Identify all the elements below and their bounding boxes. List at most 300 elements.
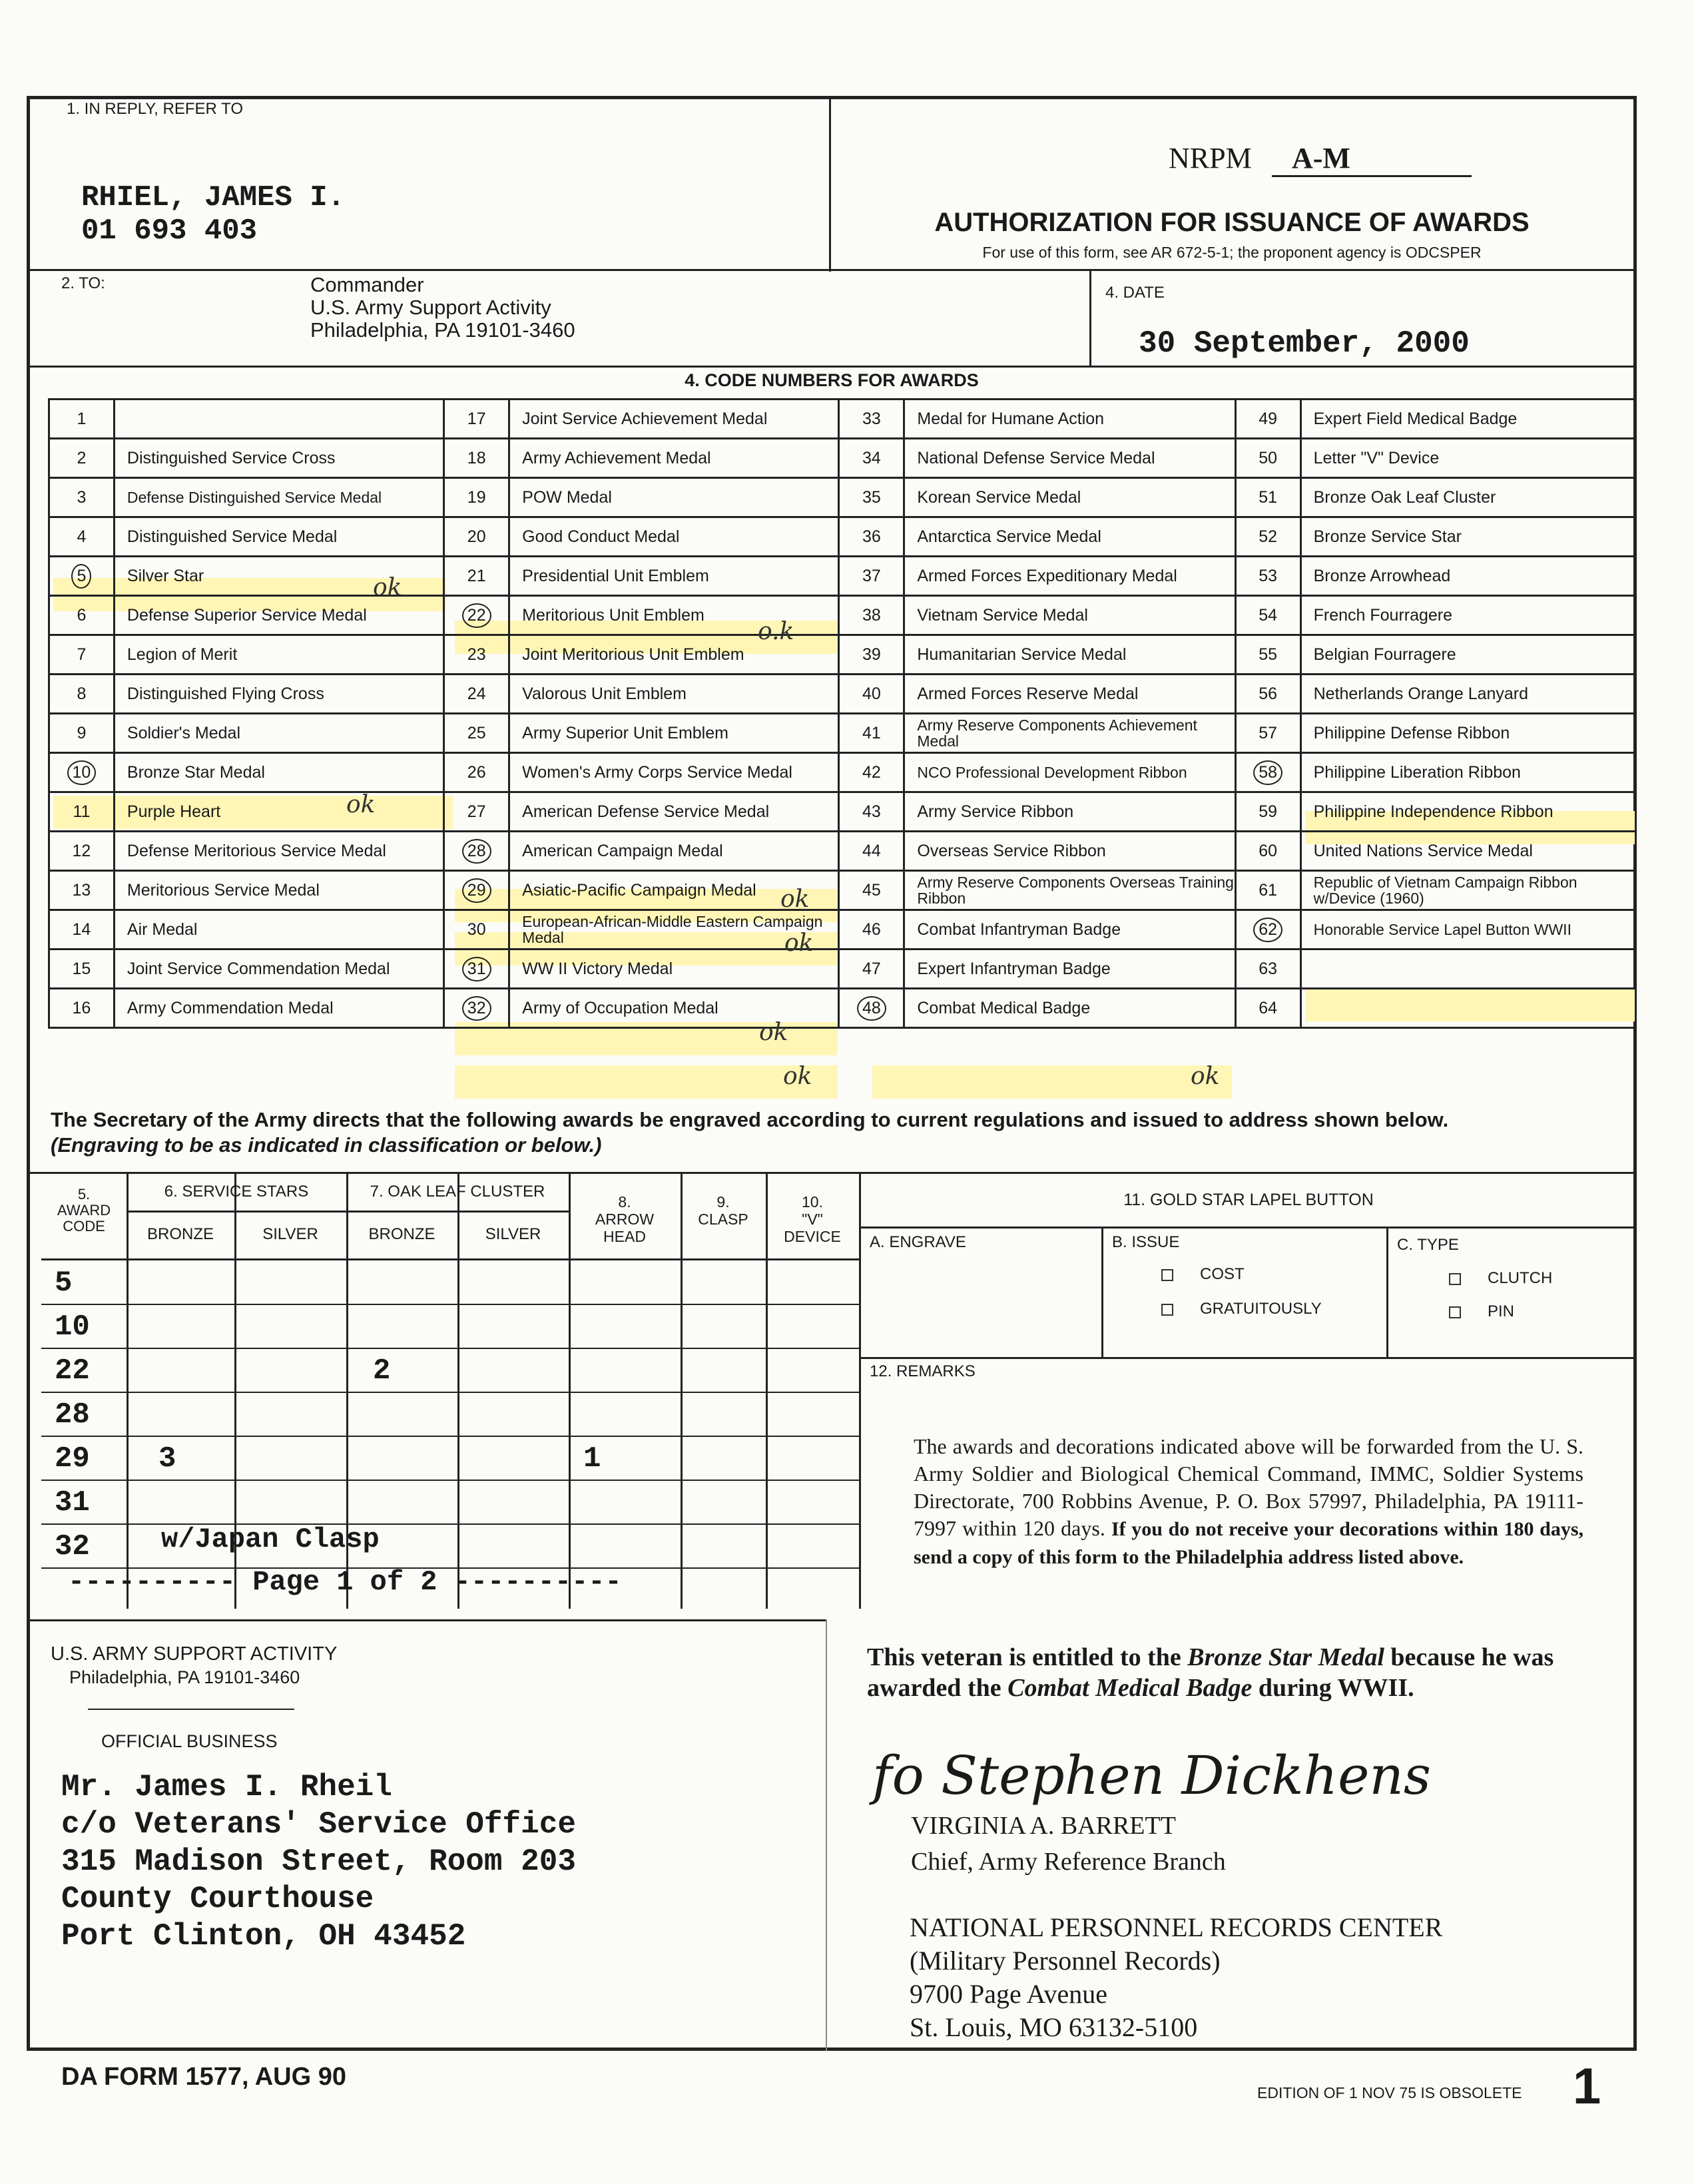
code-number-text: 64	[1259, 998, 1278, 1017]
code-number	[839, 400, 904, 439]
code-number-text: 51	[1259, 487, 1278, 507]
award-name: NCO Professional Development Ribbon	[904, 753, 1235, 792]
pin-label: PIN	[1488, 1302, 1515, 1320]
code-number-text: 27	[467, 802, 486, 821]
award-name: Asiatic-Pacific Campaign Medal	[509, 871, 839, 910]
entitlement-note	[867, 1642, 1599, 1703]
award-name: Distinguished Service Medal	[114, 517, 443, 557]
code-number	[49, 792, 115, 832]
code-number	[444, 871, 509, 910]
award-name: Air Medal	[114, 910, 443, 950]
award-name: Philippine Independence Ribbon	[1300, 792, 1635, 832]
codes-row	[49, 753, 1636, 792]
remarks-bold: If you do not receive your decorations within 180 days, send a copy of this form to the Philadelphia address listed above.	[914, 1518, 1584, 1568]
code-number	[839, 675, 904, 714]
addressee-line1: Mr. James I. Rheil	[61, 1770, 392, 1804]
code-number	[1235, 400, 1300, 439]
award-name: Legion of Merit	[114, 635, 443, 675]
code-number	[49, 871, 115, 910]
codes-heading: 4. CODE NUMBERS FOR AWARDS	[685, 370, 979, 390]
ol-silver-header: SILVER	[485, 1225, 541, 1243]
award-code-cell: 32	[55, 1530, 90, 1563]
remarks-label: 12. REMARKS	[870, 1362, 976, 1380]
code-number	[49, 478, 115, 517]
code-number	[444, 517, 509, 557]
code-number-text: 3	[77, 487, 87, 507]
code-number	[444, 714, 509, 753]
nprc-line1: NATIONAL PERSONNEL RECORDS CENTER	[910, 1912, 1443, 1942]
code-number-text: 48	[857, 996, 886, 1021]
code-number	[444, 910, 509, 950]
ok-mark-28: ok	[780, 886, 810, 913]
code-number-text: 24	[467, 684, 486, 703]
ok-mark-48: ok	[1191, 1063, 1220, 1090]
cost-label: COST	[1200, 1265, 1245, 1283]
entitled-badge: Combat Medical Badge	[1007, 1674, 1253, 1702]
to-line1: Commander	[310, 273, 424, 296]
code-number-text: 30	[467, 920, 486, 939]
highlight-32	[455, 1065, 838, 1099]
ss-bronze-header: BRONZE	[146, 1225, 214, 1243]
code-number	[1235, 478, 1300, 517]
award-name: Distinguished Flying Cross	[114, 675, 443, 714]
signature: fo Stephen Dickhens	[872, 1745, 1431, 1806]
directive-line2: (Engraving to be as indicated in classification or below.)	[51, 1133, 602, 1157]
clasp-header: 9. CLASP	[698, 1193, 748, 1228]
form-title: AUTHORIZATION FOR ISSUANCE OF AWARDS	[934, 208, 1530, 237]
award-name: Army Achievement Medal	[509, 439, 839, 478]
code-number-text: 5	[71, 564, 91, 589]
directive-line1: The Secretary of the Army directs that the following awards be engraved according to current regulations and issued to address shown below.	[51, 1108, 1449, 1131]
award-name: Bronze Oak Leaf Cluster	[1300, 478, 1635, 517]
highlight-48	[872, 1065, 1232, 1099]
code-number-text: 10	[67, 760, 97, 785]
award-name: Armed Forces Reserve Medal	[904, 675, 1235, 714]
type-label: C. TYPE	[1397, 1236, 1459, 1254]
reply-label: 1. IN REPLY, REFER TO	[67, 100, 243, 118]
code-number-text: 14	[72, 920, 91, 939]
entitled-e: during WWII.	[1252, 1674, 1414, 1702]
code-number-text: 1	[77, 409, 87, 428]
award-cell-ss_b: 3	[158, 1442, 176, 1476]
award-name: Joint Meritorious Unit Emblem	[509, 635, 839, 675]
award-name: Bronze Arrowhead	[1300, 557, 1635, 596]
code-number-text: 18	[467, 448, 486, 467]
code-number-text: 2	[77, 448, 87, 467]
code-number-text: 4	[77, 527, 87, 546]
code-number-text: 22	[462, 603, 491, 628]
code-number	[444, 596, 509, 635]
code-number-text: 42	[862, 762, 881, 782]
nrpm-value: A-M	[1272, 141, 1472, 177]
award-name: French Fourragere	[1300, 596, 1635, 635]
code-number	[1235, 635, 1300, 675]
award-name: POW Medal	[509, 478, 839, 517]
codes-row	[49, 714, 1636, 753]
code-number-text: 34	[862, 448, 881, 467]
code-number-text: 21	[467, 566, 486, 585]
codes-row	[49, 871, 1636, 910]
reply-number: 01 693 403	[81, 214, 258, 248]
codes-row	[49, 792, 1636, 832]
award-row-rule	[41, 1348, 860, 1349]
award-name: Philippine Defense Ribbon	[1300, 714, 1635, 753]
award-name: Army Superior Unit Emblem	[509, 714, 839, 753]
code-number	[839, 596, 904, 635]
remarks-text: The awards and decorations indicated above will be forwarded from the U. S. Army Soldier and Biological Chemical Command, IMMC, Soldier Systems Directorate, 700 Robbins Avenue, P. O. Box 57997, Philadelphia, PA 19111-7997 within 120 days.	[914, 1434, 1583, 1540]
code-number	[839, 753, 904, 792]
code-number	[1235, 989, 1300, 1028]
award-code-cell: 22	[55, 1354, 90, 1388]
code-number-text: 12	[72, 841, 91, 860]
entitled-c: because he was awarded the	[867, 1643, 1554, 1702]
engrave-label: A. ENGRAVE	[870, 1233, 966, 1251]
award-name	[1300, 950, 1635, 989]
code-number-text: 20	[467, 527, 486, 546]
pin-checkbox[interactable]	[1449, 1306, 1461, 1318]
to-label: 2. TO:	[61, 274, 105, 292]
award-code-header: 5. AWARD CODE	[57, 1186, 111, 1234]
award-name: United Nations Service Medal	[1300, 832, 1635, 871]
award-name: Humanitarian Service Medal	[904, 635, 1235, 675]
award-name: Soldier's Medal	[114, 714, 443, 753]
codes-row	[49, 557, 1636, 596]
award-name: Women's Army Corps Service Medal	[509, 753, 839, 792]
award-name: Joint Service Achievement Medal	[509, 400, 839, 439]
award-name: Presidential Unit Emblem	[509, 557, 839, 596]
clutch-label: CLUTCH	[1488, 1269, 1553, 1287]
award-name: Expert Infantryman Badge	[904, 950, 1235, 989]
codes-row	[49, 832, 1636, 871]
ol-bronze-header: BRONZE	[368, 1225, 435, 1243]
code-number-text: 58	[1253, 760, 1282, 785]
code-number	[444, 950, 509, 989]
code-number-text: 45	[862, 880, 881, 900]
code-number-text: 9	[77, 723, 87, 742]
reply-name: RHIEL, JAMES I.	[81, 181, 346, 214]
code-number-text: 23	[467, 645, 486, 664]
edition-note: EDITION OF 1 NOV 75 IS OBSOLETE	[1257, 2084, 1522, 2101]
code-number-text: 39	[862, 645, 881, 664]
award-name: Army Service Ribbon	[904, 792, 1235, 832]
page-number: 1	[1573, 2058, 1601, 2115]
code-number-text: 52	[1259, 527, 1278, 546]
code-number	[1235, 714, 1300, 753]
ss-silver-header: SILVER	[262, 1225, 318, 1243]
award-name: Purple Heart	[114, 792, 443, 832]
code-number-text: 26	[467, 762, 486, 782]
lower-left-rule	[27, 1619, 826, 1621]
award-name: Silver Star	[114, 557, 443, 596]
award-name: Army of Occupation Medal	[509, 989, 839, 1028]
code-number	[49, 439, 115, 478]
code-number	[49, 910, 115, 950]
award-name: Belgian Fourragere	[1300, 635, 1635, 675]
code-number-text: 60	[1259, 841, 1278, 860]
award-code-cell: 10	[55, 1310, 90, 1344]
award-name: Defense Meritorious Service Medal	[114, 832, 443, 871]
code-number-text: 47	[862, 959, 881, 978]
code-number	[1235, 871, 1300, 910]
code-number	[444, 400, 509, 439]
code-number-text: 19	[467, 487, 486, 507]
codes-row	[49, 400, 1636, 439]
date-label: 4. DATE	[1105, 284, 1165, 302]
award-name: Overseas Service Ribbon	[904, 832, 1235, 871]
code-number	[1235, 792, 1300, 832]
code-number	[839, 557, 904, 596]
codes-row	[49, 635, 1636, 675]
award-name: Meritorious Service Medal	[114, 871, 443, 910]
official-business: OFFICIAL BUSINESS	[101, 1731, 278, 1751]
code-number	[1235, 439, 1300, 478]
code-number-text: 57	[1259, 723, 1278, 742]
code-number	[839, 714, 904, 753]
award-row-rule	[41, 1480, 860, 1481]
cost-option[interactable]	[1161, 1265, 1245, 1284]
codes-row	[49, 517, 1636, 557]
signer-name: VIRGINIA A. BARRETT	[911, 1812, 1176, 1840]
code-number-text: 63	[1259, 959, 1278, 978]
award-name: Vietnam Service Medal	[904, 596, 1235, 635]
code-number-text: 17	[467, 409, 486, 428]
code-number	[49, 635, 115, 675]
code-number	[444, 439, 509, 478]
codes-row	[49, 910, 1636, 950]
code-number-text: 8	[77, 684, 87, 703]
entitled-a: This veteran is entitled to the	[867, 1643, 1188, 1671]
ok-mark-29: ok	[784, 930, 814, 957]
award-name: Bronze Star Medal	[114, 753, 443, 792]
code-number-text: 61	[1259, 880, 1278, 900]
gratuitously-option[interactable]	[1161, 1300, 1322, 1318]
code-number	[839, 910, 904, 950]
code-number	[444, 675, 509, 714]
code-number	[444, 478, 509, 517]
code-number-text: 37	[862, 566, 881, 585]
code-number	[1235, 596, 1300, 635]
code-number-text: 46	[862, 920, 881, 939]
form-id: DA FORM 1577, AUG 90	[61, 2063, 346, 2091]
code-number-text: 62	[1253, 918, 1282, 942]
code-number	[49, 596, 115, 635]
addressee-line2: c/o Veterans' Service Office	[61, 1807, 576, 1842]
to-line2: U.S. Army Support Activity	[310, 296, 551, 319]
code-number	[839, 439, 904, 478]
code-number-text: 16	[72, 998, 91, 1017]
award-name: Joint Service Commendation Medal	[114, 950, 443, 989]
code-number	[1235, 910, 1300, 950]
code-number-text: 36	[862, 527, 881, 546]
addressee-block	[61, 1769, 576, 1955]
ok-mark-32: ok	[783, 1063, 812, 1090]
award-name: Letter "V" Device	[1300, 439, 1635, 478]
award-name: Defense Distinguished Service Medal	[114, 478, 443, 517]
codes-row	[49, 478, 1636, 517]
code-number-text: 43	[862, 802, 881, 821]
award-name: Republic of Vietnam Campaign Ribbon w/Device (1960)	[1300, 871, 1635, 910]
code-number-text: 13	[72, 880, 91, 900]
award-name: Good Conduct Medal	[509, 517, 839, 557]
award-name: Netherlands Orange Lanyard	[1300, 675, 1635, 714]
page-line: ---------- Page 1 of 2 ----------	[68, 1566, 622, 1598]
award-name: Armed Forces Expeditionary Medal	[904, 557, 1235, 596]
date-divider	[1089, 269, 1091, 368]
code-number	[49, 714, 115, 753]
award-name	[114, 400, 443, 439]
award-code-cell: 28	[55, 1398, 90, 1432]
code-number-text: 59	[1259, 802, 1278, 821]
code-number	[839, 871, 904, 910]
header-rule	[27, 269, 1637, 271]
code-number-text: 44	[862, 841, 881, 860]
code-number	[1235, 517, 1300, 557]
code-number	[839, 792, 904, 832]
code-number	[444, 753, 509, 792]
sender-line1: U.S. ARMY SUPPORT ACTIVITY	[51, 1643, 338, 1665]
code-number	[839, 478, 904, 517]
award-name: Defense Superior Service Medal	[114, 596, 443, 635]
award-name: National Defense Service Medal	[904, 439, 1235, 478]
code-number	[49, 557, 115, 596]
code-number-text: 49	[1259, 409, 1278, 428]
award-name: Korean Service Medal	[904, 478, 1235, 517]
code-number-text: 28	[462, 839, 491, 864]
codes-row	[49, 989, 1636, 1028]
code-number	[839, 989, 904, 1028]
code-number-text: 6	[77, 605, 87, 625]
award-name: Combat Infantryman Badge	[904, 910, 1235, 950]
award-row-rule	[41, 1436, 860, 1437]
award-name: Valorous Unit Emblem	[509, 675, 839, 714]
gold-star-section	[860, 1172, 1637, 1358]
codes-row	[49, 950, 1636, 989]
code-number	[49, 517, 115, 557]
code-number-text: 32	[462, 996, 491, 1021]
pin-option[interactable]	[1449, 1302, 1514, 1321]
code-number	[839, 950, 904, 989]
sender-underline	[88, 1709, 294, 1710]
remarks-body	[914, 1433, 1583, 1571]
award-cell-ol_b: 2	[373, 1354, 391, 1388]
nprc-line3: 9700 Page Avenue	[910, 1979, 1107, 2009]
cost-checkbox[interactable]	[1161, 1269, 1173, 1281]
code-number	[839, 832, 904, 871]
award-grid	[41, 1172, 860, 1609]
code-number	[49, 950, 115, 989]
code-number	[444, 557, 509, 596]
award-name: American Defense Service Medal	[509, 792, 839, 832]
award-name: Combat Medical Badge	[904, 989, 1235, 1028]
code-number-text: 33	[862, 409, 881, 428]
codes-row	[49, 675, 1636, 714]
codes-row	[49, 596, 1636, 635]
clutch-option[interactable]	[1449, 1269, 1552, 1288]
award-name: Distinguished Service Cross	[114, 439, 443, 478]
code-number	[1235, 832, 1300, 871]
gratuitously-label: GRATUITOUSLY	[1200, 1300, 1322, 1318]
award-name	[1300, 989, 1635, 1028]
award-name: Army Reserve Components Achievement Medal	[904, 714, 1235, 753]
code-number	[1235, 557, 1300, 596]
code-number	[444, 832, 509, 871]
code-number-text: 40	[862, 684, 881, 703]
oak-leaf-header: 7. OAK LEAF CLUSTER	[370, 1183, 545, 1201]
v-device-header: 10. "V" DEVICE	[784, 1193, 841, 1245]
to-rule	[27, 366, 1637, 368]
sender-line2: Philadelphia, PA 19101-3460	[69, 1667, 300, 1687]
code-number	[49, 989, 115, 1028]
ok-mark-10: ok	[346, 791, 376, 818]
award-name: Medal for Humane Action	[904, 400, 1235, 439]
code-number-text: 41	[862, 723, 881, 742]
code-number-text: 15	[72, 959, 91, 978]
award-row-rule	[41, 1392, 860, 1393]
code-number	[49, 832, 115, 871]
clutch-checkbox[interactable]	[1449, 1273, 1461, 1285]
code-number-text: 54	[1259, 605, 1278, 625]
date-value: 30 September, 2000	[1139, 326, 1470, 361]
award-name: Bronze Service Star	[1300, 517, 1635, 557]
issue-label: B. ISSUE	[1112, 1233, 1180, 1251]
code-number-text: 25	[467, 723, 486, 742]
award-code-cell: 5	[55, 1266, 73, 1300]
code-number-text: 31	[462, 957, 491, 981]
code-number-text: 53	[1259, 566, 1278, 585]
award-cell-arrow: 1	[583, 1442, 601, 1476]
code-number-text: 29	[462, 878, 491, 903]
nprc-line4: St. Louis, MO 63132-5100	[910, 2012, 1198, 2042]
nprc-line2: (Military Personnel Records)	[910, 1946, 1221, 1976]
lower-divider	[826, 1619, 827, 2051]
addressee-line4: County Courthouse	[61, 1882, 374, 1916]
addressee-line3: 315 Madison Street, Room 203	[61, 1844, 576, 1879]
header-divider	[829, 99, 831, 272]
award-name: Expert Field Medical Badge	[1300, 400, 1635, 439]
addressee-line5: Port Clinton, OH 43452	[61, 1919, 466, 1954]
award-name: Antarctica Service Medal	[904, 517, 1235, 557]
form-subtitle: For use of this form, see AR 672-5-1; the proponent agency is ODCSPER	[982, 244, 1482, 261]
ok-mark-22: o.k	[758, 618, 794, 645]
nrpm-label: NRPM	[1169, 142, 1252, 174]
code-number-text: 7	[77, 645, 87, 664]
ok-mark-31: ok	[759, 1019, 788, 1046]
code-number	[839, 635, 904, 675]
award-name: European-African-Middle Eastern Campaign Medal	[509, 910, 839, 950]
code-number-text: 11	[73, 802, 91, 821]
service-stars-header: 6. SERVICE STARS	[164, 1183, 309, 1201]
award-row-rule	[41, 1304, 860, 1305]
japan-clasp-note: w/Japan Clasp	[161, 1523, 380, 1555]
code-number	[49, 400, 115, 439]
award-name: Army Reserve Components Overseas Training Ribbon	[904, 871, 1235, 910]
code-number	[444, 792, 509, 832]
code-number-text: 35	[862, 487, 881, 507]
to-line3: Philadelphia, PA 19101-3460	[310, 318, 575, 342]
award-name: Meritorious Unit Emblem	[509, 596, 839, 635]
award-name: Army Commendation Medal	[114, 989, 443, 1028]
signer-title: Chief, Army Reference Branch	[911, 1848, 1226, 1876]
code-number	[444, 635, 509, 675]
award-code-cell: 29	[55, 1442, 90, 1476]
award-name: American Campaign Medal	[509, 832, 839, 871]
award-name: Philippine Liberation Ribbon	[1300, 753, 1635, 792]
code-number	[49, 675, 115, 714]
award-name: Honorable Service Lapel Button WWII	[1300, 910, 1635, 950]
code-number	[1235, 675, 1300, 714]
gratuitously-checkbox[interactable]	[1161, 1304, 1173, 1316]
codes-table	[48, 398, 1637, 1029]
